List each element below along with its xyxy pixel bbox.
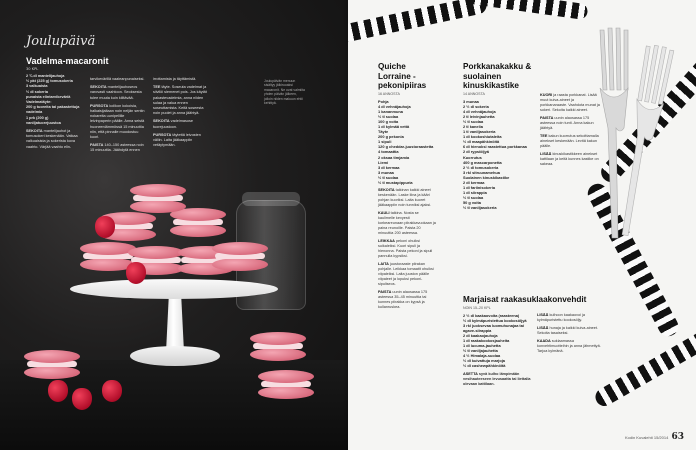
recipe-portions: 30 KPL [26, 67, 39, 71]
step: TEE kakun kuorrutus sekoittamalla ainekset keskenään. Levitä kakun päälle. [540, 134, 599, 148]
ingredient-line: Vadelmatäyte: [26, 100, 52, 105]
ingredient-line: Suolainen kinuskikastike [463, 174, 510, 180]
ingredient-line: ½ tl mustapippuria [378, 180, 413, 185]
recipe-quiche [378, 62, 436, 313]
ingredient-line: Kuorrutus [463, 154, 482, 160]
ingredient-line: 4 tomaattia [378, 149, 399, 155]
ingredient-line: 200 g tuoreita tai pakastettuja [26, 105, 80, 110]
macaron [258, 370, 314, 400]
macaron [212, 242, 268, 272]
step: KAULI taikina. Nosta se kaulimelle kevyesti korkeareunaan piirakkavuokaan ja paina reunoille. Paista 20 minuuttia 200 asteessa. [378, 211, 436, 236]
step: LISÄÄ kinuskikastikkeen ainekset kattilaan ja keitä kunnes kastike on sakeaa. [540, 152, 599, 166]
ingredient-line: 3 dl kermaa [378, 164, 400, 170]
recipe-title: Quiche Lorraine -pekonipiiras [378, 62, 427, 90]
striped-ribbon [592, 329, 696, 410]
ingredient-line: ½ tl vaniljasokeria [463, 205, 497, 211]
recipe-steps [537, 313, 603, 387]
ingredient-line: 400 g mascarponetta [463, 159, 502, 165]
ingredient-line: 2 ¾ dl mantelijauhoja [26, 74, 65, 78]
ingredient-line: 2 tl leivinjauhetta [463, 113, 495, 119]
ingredient-line: Täyte [378, 129, 389, 135]
ingredient-line: ½ tl suolaa [378, 113, 399, 119]
ingredient-line: Liemi [378, 159, 389, 165]
ingredient-line: 3 valkuaista [26, 84, 48, 89]
macaron-steps-col2 [90, 77, 146, 154]
striped-ribbon [467, 0, 588, 20]
ingredient-line: 2 dl kaakaojauhoja [463, 332, 498, 338]
ingredient-line: 2 dl kermaa [463, 180, 485, 185]
raspberry [102, 380, 122, 402]
ingredient-line: ½ tl suolaa [378, 174, 399, 180]
ingredient-line: 2 tl kanelia [463, 123, 483, 129]
ingredient-line: 4 dl vehnäjauhoja [463, 108, 496, 114]
ingredient-list [378, 99, 436, 186]
raspberry [48, 380, 68, 402]
ingredient-line: 1 dl lucuma-jauhetta [463, 343, 501, 349]
page-footer [625, 432, 684, 442]
ingredient-line: 1 kananmuna [378, 108, 403, 114]
ingredient-line: 1 dl raakakookosjauheita [463, 337, 510, 343]
ingredient-line: 1 dl kookoshiutaleita [463, 134, 502, 140]
ingredient-line: ½ tl suolaa [463, 195, 484, 201]
step: PAISTA uunin alaosassa 175 asteessa noin tunti. Anna kakun jäähtyä. [540, 116, 594, 130]
raspberry [95, 216, 115, 238]
macaron [130, 184, 186, 214]
step: PAISTA uunin alaosassa 175 asteessa 35–45 minuuttia tai kunnes piirakka on kypsä ja kullanruskea. [378, 290, 428, 310]
step: LAITA juustoraaste piirakan pohjalle. Leikkaa tomaatit ohuiksi viipaleiksi. Laita juuston päälle viipaleet ja lopuksi pekoni-sipuliseos. [378, 262, 434, 287]
step: ASETTA syvä kulho lämpimään vesihauteeseen levusaatta tai liettalla olevaan kattilaan. [463, 371, 531, 386]
cake-stand-base [130, 346, 220, 366]
striped-ribbon [348, 0, 488, 43]
step: irrottamista ja täyttämistä. [153, 77, 197, 81]
ingredient-list [463, 99, 533, 211]
ingredient-list [463, 313, 531, 387]
ingredient-line: 3 munaa [378, 169, 394, 175]
step: KUORI ja raasta porkkanat. Lisää muut kuiva-aineet ja porkkanaraaste. Vaahdota munat ja sokeri. Sekoita kaikki aineet. [540, 93, 600, 112]
step: PURSOTA kolikon kokoisia, halkaisijaltaan noin neljän sentin nokareita uunipellille leivinpaperin päälle. Anna seistä huoneenlämmössä 15 minuuttia niin, että pinnalle muodostuu kuori. [90, 103, 145, 140]
ingredient-line: 4 ½ Himalaja-suolaa [463, 353, 501, 359]
ingredient-line: ½ dl kuivattuja marjoja [463, 358, 505, 364]
raspberry [72, 388, 92, 410]
right-page [348, 0, 696, 450]
ingredient-line: punaista elintarvikeväriä [26, 94, 71, 99]
ingredient-line: 3 rkl juoksevaa luomuhunajaa tai agave-siirappia [463, 322, 524, 333]
macaron-steps-col3 [153, 77, 209, 148]
cake-stand-plate [70, 279, 278, 299]
carrot-cake-steps [540, 93, 602, 170]
ingredient-line: 2 dl rypsiöljyä [463, 149, 489, 155]
ingredient-line: 1 dl kylmää vettä [378, 123, 410, 129]
step: LISÄÄ kulhoon kaakaovoi ja kylmäpuristettu kookosöljy. [537, 312, 585, 322]
recipe-chocolates [463, 295, 605, 387]
side-note: Joulupäivän menuun sisältyy jälkiruoaksi macaronit. Ne ovat valmiita yhden päivän jälkeen, jolloin niiden makuun ehtii kehittyä. [264, 79, 305, 106]
macaron [24, 350, 80, 380]
ingredient-line: 2 ½ dl sokeria [463, 103, 489, 109]
ingredient-line: Pohja [378, 98, 389, 104]
step: PAISTA 140–150 asteessa noin 15 minuuttia. Jäähdytä ennen [90, 143, 144, 153]
ingredient-line: 3 rkl sitruunamehua [463, 169, 500, 175]
recipe-portions: NOIN 15–20 KPL [463, 305, 491, 310]
ingredient-line: 200 g pekonia [378, 134, 404, 140]
step: TEE täyte. Soseuta vadelmat ja siivilöi siemenet pois. Jos käytät pakastevadelmia, anna niiden sulaa ja valua ennen soseuttamista. Keitä soseesta noin puolet ja anna jäähtyä. [153, 85, 207, 116]
recipe-title: Porkkanakakku & suolainen kinuskikastike [463, 62, 532, 90]
ingredient-line: ½ dl maapähkinöitä [463, 139, 500, 145]
macaron-ingredients [26, 74, 82, 150]
ingredient-line: 120 g cheddar-juustoraastetta [378, 144, 434, 150]
ingredient-line: ½ dl cashewpähkinöitä [463, 363, 506, 369]
issue-number: 15/2014 [653, 435, 669, 440]
step: SEKOITA vadelmasose tuorejuustoon. [153, 119, 194, 129]
ingredient-line: 1 dl siirappia [463, 190, 487, 196]
macaron [250, 332, 306, 362]
ingredient-line: 100 g voita [378, 118, 399, 124]
recipe-portions: 14 ANNOSTA [463, 91, 485, 96]
step: LISÄÄ hunaja ja kaikki kuiva-aineet. Sekoita tasaiseksi. [537, 325, 599, 335]
step: KAADA suklaamassa konvehtimuotteihin ja anna jähmettyä. Tarjoa kylmänä. [537, 338, 601, 353]
step: SEKOITA mantelijauhot ja tomusokeri keskenään. Vatkaa valkuaisista ja sokerista kova vaahto. Värjää vaahto elin- [26, 129, 78, 149]
ingredient-line: 1 dl fariinisokeria [463, 185, 496, 191]
ingredient-line: vadelmia [26, 110, 43, 115]
ingredient-line: 2 oksaa timjamia [378, 154, 410, 160]
ingredient-line: 6 dl hienoksi raastettua porkkanaa [463, 144, 527, 150]
step: SEKOITA mantelijauhoseos varovasti vaahtoon. Seoksesta tulee muuta kuin kiiltävää. [90, 85, 142, 100]
recipe-portions: 16 ANNOSTA [378, 91, 400, 96]
recipe-steps [378, 188, 436, 310]
ingredient-line: ½ dl sokeria [26, 89, 48, 94]
step: tarvikevärillä vaaleanpunaiseksi. [90, 77, 145, 81]
ingredient-line: 2 ½ dl kaakaovoita (raasteena) [463, 312, 520, 318]
recipe-title: Vadelma-macaronit [26, 56, 109, 66]
recipe-carrot-cake [463, 62, 533, 211]
ingredient-line: ½ dl kylmäpuristettua kookosöljyä [463, 317, 527, 323]
ingredient-line: 3 munaa [463, 98, 479, 104]
step: LEIKKAA pekoni ohuiksi suikaleiksi. Kuori sipuli ja hienonna. Paista pekoni ja sipuli pannulla kypsiksi. [378, 239, 433, 259]
ingredient-line: 50 g voita [463, 200, 481, 206]
ingredient-line: 2 ½ dl tomusokeria [463, 164, 499, 170]
ingredient-line: 4 dl vehnäjauhoja [378, 103, 411, 109]
ingredient-line: 1 tl vaniljasokeria [463, 129, 496, 135]
ingredient-line: 1 prk (200 g) vaniljatuorejuustoa [26, 115, 61, 125]
step: PURSOTA täytettä leivosten väliin. Laita jääkaappiin vetäytymään. [153, 132, 201, 148]
ingredient-line: ½ pkt (225 g) tomusokeria [26, 79, 73, 84]
ingredient-line: ½ tl vaniljajauhetta [463, 348, 498, 354]
page-number: 63 [671, 432, 684, 442]
magazine-name: Kodin Kuvalehti [624, 435, 653, 440]
fork-icon [610, 40, 690, 240]
recipe-title: Marjaisat raakasuklaakonvehdit [463, 295, 587, 304]
ingredient-line: ½ tl suolaa [463, 118, 484, 124]
step: SEKOITA taikinan kaikki aineet keskenään. Laske liina ja kääri pohjan kuoriksi. Laita kuoret jääkaappiin noin tunniksi ajaksi. [378, 188, 432, 208]
ingredient-line: 1 sipuli [378, 139, 392, 145]
raspberry [126, 262, 146, 284]
cake-stand-stem [160, 292, 190, 352]
section-title: Joulupäivä [26, 34, 96, 49]
